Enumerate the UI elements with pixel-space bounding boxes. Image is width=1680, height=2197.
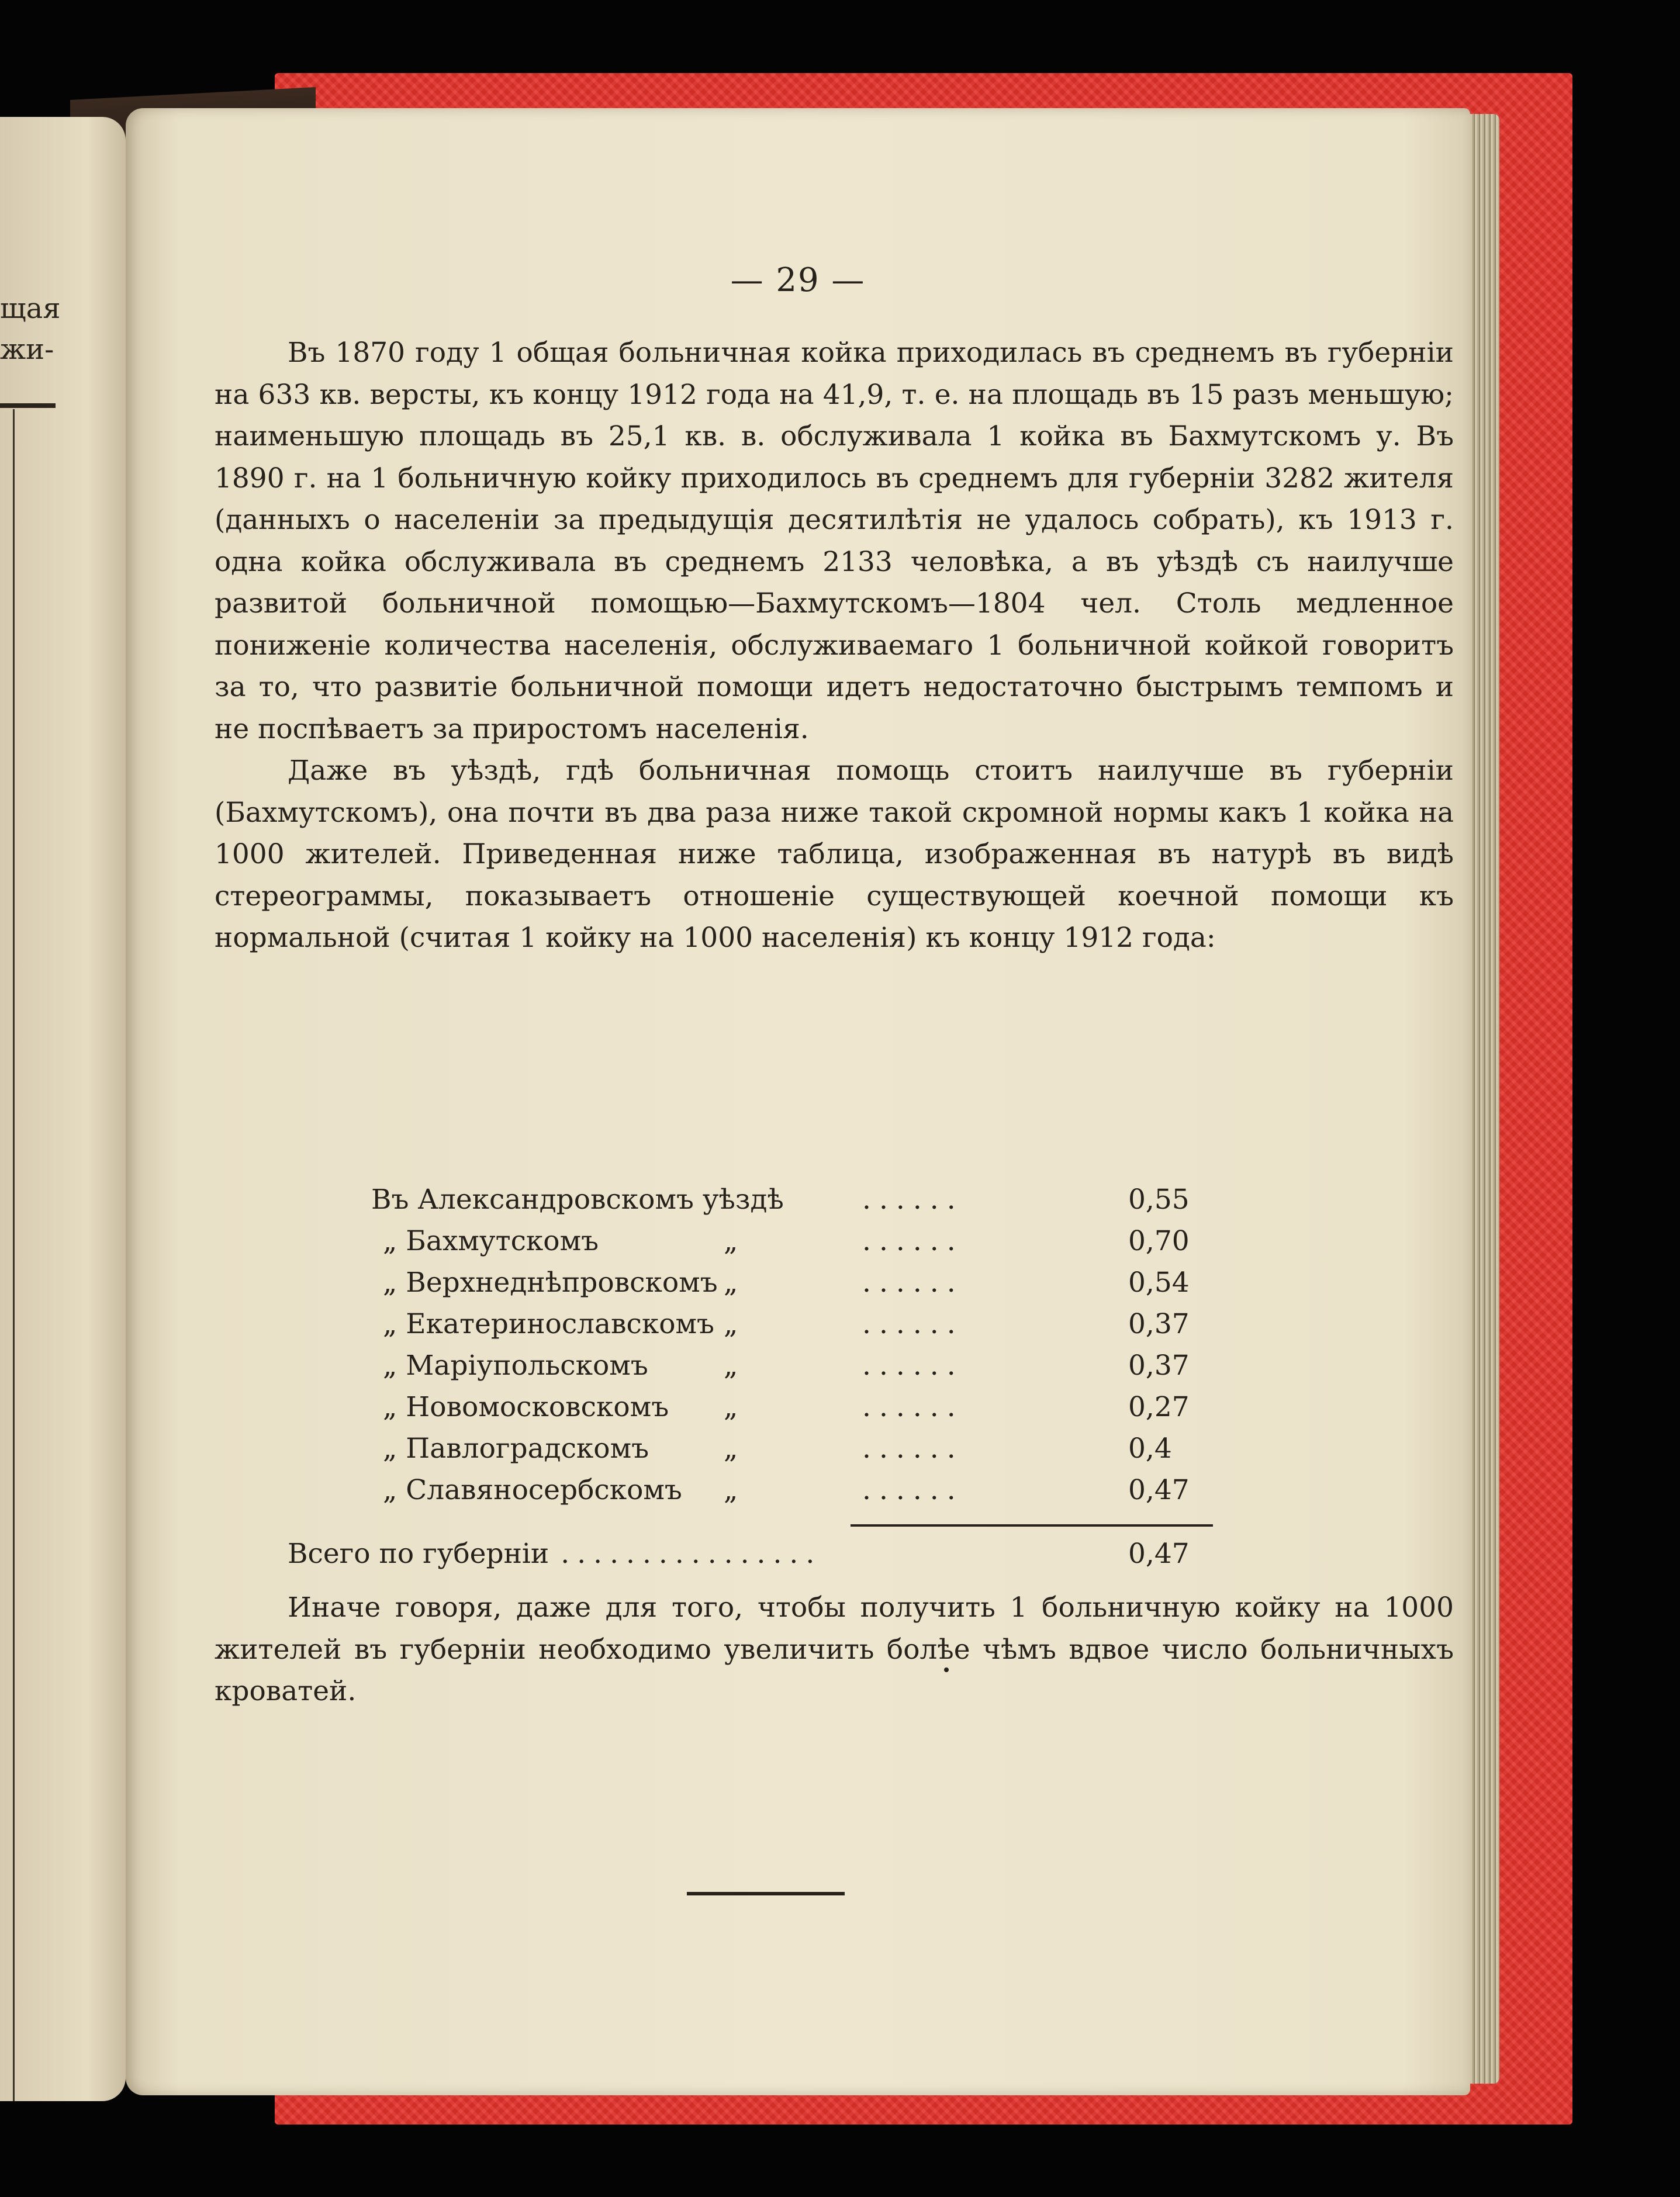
leader-dots: ...... xyxy=(862,1308,964,1340)
left-page-fragment: щая xyxy=(0,292,61,325)
district-name: „ Славяносербскомъ xyxy=(383,1474,682,1506)
body-text xyxy=(215,332,1454,959)
leader-dots: ...... xyxy=(862,1474,964,1506)
leader-dots: ...... xyxy=(862,1350,964,1382)
paragraph: Даже въ уѣздѣ, гдѣ больничная помощь стоитъ наилучше въ губерніи (Бахмутскомъ), она почти въ два раза ниже такой скромной нормы какъ 1 койка на 1000 жителей. Приведенная ниже таблица, изображенная въ натурѣ въ видѣ стереограммы, показываетъ отношеніе существующей коечной помощи къ нормальной (считая 1 койку на 1000 населенія) къ концу 1912 года: xyxy=(215,755,1454,954)
table-row xyxy=(371,1433,1306,1474)
ditto-mark: „ xyxy=(724,1267,738,1299)
table-row xyxy=(371,1184,1306,1225)
print-speck xyxy=(944,1667,949,1672)
total-label: Всего по губерніи xyxy=(288,1538,549,1570)
table-row xyxy=(371,1308,1306,1350)
leader-dots: ...... xyxy=(862,1391,964,1423)
district-name: „ Маріупольскомъ xyxy=(383,1350,648,1382)
ratio-value: 0,37 xyxy=(1128,1350,1190,1382)
total-rule xyxy=(851,1524,1213,1527)
table-row xyxy=(371,1474,1306,1516)
district-name: „ Бахмутскомъ xyxy=(383,1225,599,1257)
ditto-mark: „ xyxy=(724,1433,738,1465)
ratio-value: 0,54 xyxy=(1128,1267,1190,1299)
closing-text xyxy=(215,1587,1454,1712)
total-row xyxy=(288,1538,1190,1570)
table-row xyxy=(371,1267,1306,1308)
page xyxy=(126,108,1470,2095)
paragraph: Иначе говоря, даже для того, чтобы получить 1 больничную койку на 1000 жителей въ губерніи необходимо увеличить болѣе чѣмъ вдвое число больничныхъ кроватей. xyxy=(215,1591,1454,1707)
ditto-mark: „ xyxy=(724,1474,738,1506)
leader-dots: ................ xyxy=(561,1538,822,1570)
total-value: 0,47 xyxy=(1128,1538,1190,1570)
district-name: „ Верхнеднѣпровскомъ xyxy=(383,1267,718,1299)
leader-dots: ...... xyxy=(862,1267,964,1299)
table-row xyxy=(371,1225,1306,1267)
ratio-value: 0,55 xyxy=(1128,1184,1190,1216)
ratio-value: 0,47 xyxy=(1128,1474,1190,1506)
ditto-mark: „ xyxy=(724,1391,738,1423)
table-row xyxy=(371,1391,1306,1433)
left-page-fragment: жи- xyxy=(0,333,54,366)
leader-dots: ...... xyxy=(862,1433,964,1465)
district-name: „ Новомосковскомъ xyxy=(383,1391,669,1423)
ratio-value: 0,70 xyxy=(1128,1225,1190,1257)
ratio-value: 0,27 xyxy=(1128,1391,1190,1423)
leader-dots: ...... xyxy=(862,1184,964,1216)
paragraph: Въ 1870 году 1 общая больничная койка приходилась въ среднемъ въ губерніи на 633 кв. версты, къ концу 1912 года на 41,9, т. е. на площадь въ 15 разъ меньшую; наименьшую площадь въ 25,1 кв. в. обслуживала 1 койка въ Бахмутскомъ у. Въ 1890 г. на 1 больничную койку приходилось въ среднемъ для губерніи 3282 жителя (данныхъ о населеніи за предыдущія десятилѣтія не удалось собрать), къ 1913 г. одна койка обслуживала въ среднемъ 2133 человѣка, а въ уѣздѣ съ наилучше развитой больничной помощью—Бахмутскомъ—1804 чел. Столь медленное пониженіе количества населенія, обслуживаемаго 1 больничной койкой говоритъ за то, что развитіе больничной помощи идетъ недостаточно быстрымъ темпомъ и не поспѣваетъ за приростомъ населенія. xyxy=(215,337,1454,745)
ditto-mark: „ xyxy=(724,1350,738,1382)
page-number: — 29 — xyxy=(730,261,866,299)
left-page-column-rule xyxy=(13,409,15,2101)
ratio-value: 0,37 xyxy=(1128,1308,1190,1340)
table-row xyxy=(371,1350,1306,1391)
district-name: „ Павлоградскомъ xyxy=(383,1433,649,1465)
end-rule xyxy=(687,1892,845,1895)
district-name: Въ Александровскомъ уѣздѣ xyxy=(371,1184,784,1216)
ratio-value: 0,4 xyxy=(1128,1433,1172,1465)
previous-page xyxy=(0,117,126,2101)
ditto-mark: „ xyxy=(724,1308,738,1340)
ditto-mark: „ xyxy=(724,1225,738,1257)
ratio-table xyxy=(371,1184,1306,1516)
district-name: „ Екатеринославскомъ xyxy=(383,1308,714,1340)
leader-dots: ...... xyxy=(862,1225,964,1257)
left-page-rule xyxy=(0,403,56,408)
